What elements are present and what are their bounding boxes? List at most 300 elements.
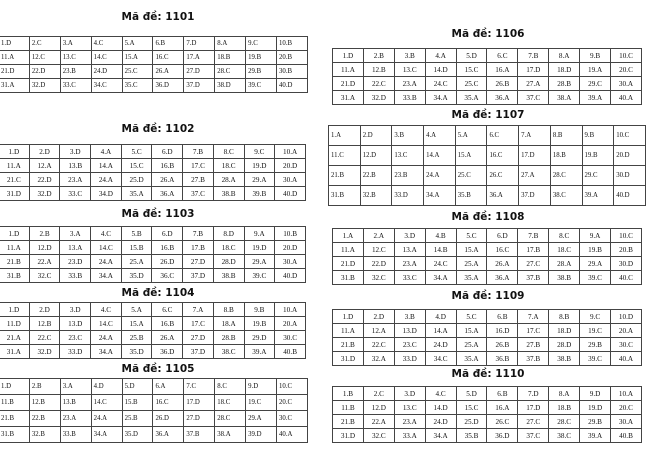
answer-cell: 8.A <box>549 49 580 63</box>
answer-cell: 26.A <box>153 65 184 79</box>
answer-cell: 28.D <box>549 338 580 352</box>
answer-cell: 13.A <box>60 241 91 255</box>
answer-cell: 1.D <box>0 303 29 317</box>
answer-cell: 4.C <box>91 303 122 317</box>
answer-cell: 32.C <box>363 271 394 285</box>
answer-cell: 30.D <box>614 166 646 186</box>
answer-cell: 12.B <box>29 317 60 331</box>
answer-row <box>333 338 642 352</box>
answer-cell: 8.C <box>549 229 580 243</box>
answer-cell: 32.D <box>29 79 60 93</box>
answer-cell: 40.D <box>275 187 306 201</box>
answer-cell: 10.C <box>611 49 642 63</box>
answer-cell: 20.B <box>277 51 308 65</box>
answer-cell: 15.A <box>456 243 487 257</box>
answer-cell: 15.B <box>122 395 153 411</box>
answer-cell: 38.A <box>215 427 246 443</box>
answer-cell: 14.C <box>91 241 122 255</box>
title-prefix: Mã đề: <box>121 208 162 220</box>
answer-cell: 16.B <box>152 317 183 331</box>
answer-row <box>0 345 306 359</box>
answer-cell: 39.D <box>246 427 277 443</box>
answer-cell: 33.D <box>60 345 91 359</box>
answer-cell: 4.D <box>425 310 456 324</box>
answer-cell: 23.A <box>394 415 425 429</box>
answer-cell: 14.A <box>91 159 122 173</box>
answer-cell: 17.A <box>184 51 215 65</box>
answer-cell: 28.B <box>549 77 580 91</box>
answer-cell: 20.B <box>611 243 642 257</box>
answer-cell: 27.D <box>184 65 215 79</box>
answer-table-1108 <box>332 228 642 285</box>
answer-cell: 33.B <box>394 91 425 105</box>
answer-cell: 14.A <box>425 324 456 338</box>
answer-cell: 31.A <box>0 79 29 93</box>
answer-cell: 31.D <box>333 352 364 366</box>
answer-cell: 7.C <box>184 379 215 395</box>
answer-cell: 1.D <box>0 227 29 241</box>
answer-cell: 6.C <box>487 126 519 146</box>
answer-cell: 32.C <box>29 269 60 283</box>
answer-cell: 12.B <box>29 395 60 411</box>
answer-cell: 19.D <box>580 401 611 415</box>
answer-cell: 13.C <box>60 51 91 65</box>
answer-cell: 37.B <box>184 427 215 443</box>
answer-row <box>0 427 308 443</box>
answer-cell: 35.D <box>121 269 152 283</box>
answer-cell: 32.D <box>363 91 394 105</box>
answer-cell: 37.C <box>183 187 214 201</box>
answer-cell: 27.D <box>184 411 215 427</box>
answer-cell: 15.C <box>456 63 487 77</box>
answer-cell: 34.A <box>91 269 122 283</box>
answer-cell: 40.D <box>275 269 306 283</box>
answer-cell: 7.D <box>518 387 549 401</box>
answer-row <box>0 37 308 51</box>
answer-cell: 2.D <box>363 310 394 324</box>
answer-cell: 5.A <box>122 37 153 51</box>
answer-cell: 38.B <box>549 271 580 285</box>
answer-cell: 36.A <box>487 271 518 285</box>
answer-cell: 8.B <box>213 303 244 317</box>
answer-row <box>333 91 642 105</box>
answer-cell: 6.B <box>487 310 518 324</box>
answer-cell: 29.A <box>580 257 611 271</box>
answer-cell: 38.B <box>213 269 244 283</box>
answer-cell: 37.B <box>518 271 549 285</box>
answer-cell: 36.A <box>153 427 184 443</box>
answer-cell: 9.B <box>580 49 611 63</box>
answer-cell: 24.C <box>425 77 456 91</box>
answer-cell: 21.B <box>329 166 361 186</box>
answer-cell: 35.A <box>456 91 487 105</box>
answer-cell: 7.B <box>183 227 214 241</box>
answer-cell: 14.B <box>425 243 456 257</box>
answer-cell: 18.C <box>213 241 244 255</box>
answer-cell: 18.A <box>213 317 244 331</box>
answer-cell: 35.C <box>122 79 153 93</box>
answer-cell: 34.C <box>425 352 456 366</box>
exam-code: 1107 <box>495 109 525 121</box>
answer-cell: 15.B <box>121 241 152 255</box>
answer-row <box>0 395 308 411</box>
answer-cell: 1.D <box>333 310 364 324</box>
answer-cell: 4.A <box>424 126 456 146</box>
answer-row <box>0 317 306 331</box>
answer-cell: 33.B <box>60 269 91 283</box>
answer-key-title-1103 <box>118 208 198 220</box>
answer-cell: 40.D <box>614 186 646 206</box>
answer-cell: 20.A <box>275 317 306 331</box>
answer-cell: 3.A <box>60 379 91 395</box>
answer-cell: 35.D <box>122 427 153 443</box>
answer-cell: 33.A <box>394 429 425 443</box>
answer-cell: 26.C <box>487 166 519 186</box>
answer-key-title-1109 <box>448 290 528 302</box>
answer-cell: 3.B <box>392 126 424 146</box>
answer-cell: 4.C <box>91 37 122 51</box>
answer-cell: 3.D <box>60 145 91 159</box>
answer-cell: 29.A <box>246 411 277 427</box>
title-prefix: Mã đề: <box>121 123 162 135</box>
answer-cell: 39.B <box>244 187 275 201</box>
answer-cell: 24.A <box>424 166 456 186</box>
answer-cell: 16.A <box>487 63 518 77</box>
answer-cell: 29.A <box>244 255 275 269</box>
answer-cell: 17.D <box>518 401 549 415</box>
answer-cell: 22.D <box>29 173 60 187</box>
answer-cell: 26.A <box>152 331 183 345</box>
answer-cell: 19.B <box>244 317 275 331</box>
answer-row <box>333 415 642 429</box>
answer-cell: 37.D <box>183 269 214 283</box>
answer-cell: 35.A <box>456 271 487 285</box>
answer-row <box>0 159 306 173</box>
answer-cell: 36.A <box>487 186 519 206</box>
title-prefix: Mã đề: <box>121 11 162 23</box>
answer-cell: 22.A <box>29 255 60 269</box>
answer-cell: 16.B <box>152 241 183 255</box>
answer-row <box>333 324 642 338</box>
answer-cell: 38.C <box>550 186 582 206</box>
answer-cell: 1.A <box>333 229 364 243</box>
answer-cell: 20.C <box>277 395 308 411</box>
answer-cell: 39.A <box>244 345 275 359</box>
answer-cell: 2.C <box>29 37 60 51</box>
answer-cell: 7.A <box>519 126 551 146</box>
answer-cell: 6.D <box>152 227 183 241</box>
answer-cell: 27.B <box>518 338 549 352</box>
answer-cell: 30.C <box>275 331 306 345</box>
exam-code: 1106 <box>495 28 525 40</box>
answer-cell: 34.D <box>91 187 122 201</box>
answer-cell: 17.C <box>183 317 214 331</box>
answer-cell: 24.A <box>91 331 122 345</box>
answer-cell: 22.C <box>363 338 394 352</box>
answer-cell: 19.B <box>246 51 277 65</box>
answer-cell: 24.A <box>91 411 122 427</box>
answer-cell: 6.C <box>487 49 518 63</box>
answer-cell: 5.A <box>455 126 487 146</box>
answer-cell: 3.D <box>60 303 91 317</box>
answer-cell: 31.B <box>0 269 29 283</box>
answer-cell: 30.A <box>275 255 306 269</box>
answer-row <box>0 65 308 79</box>
answer-cell: 32.B <box>360 186 392 206</box>
answer-cell: 26.B <box>487 77 518 91</box>
answer-row <box>333 49 642 63</box>
answer-cell: 37.D <box>183 345 214 359</box>
answer-cell: 39.A <box>582 186 614 206</box>
exam-code: 1103 <box>165 208 195 220</box>
answer-cell: 10.C <box>614 126 646 146</box>
answer-cell: 21.B <box>0 411 29 427</box>
answer-cell: 32.C <box>363 429 394 443</box>
answer-cell: 17.C <box>183 159 214 173</box>
answer-cell: 2.B <box>29 379 60 395</box>
answer-row <box>329 166 646 186</box>
answer-cell: 4.D <box>91 379 122 395</box>
answer-cell: 36.C <box>152 269 183 283</box>
answer-cell: 9.D <box>580 387 611 401</box>
answer-cell: 15.A <box>122 51 153 65</box>
answer-cell: 32.D <box>29 345 60 359</box>
answer-cell: 9.C <box>246 37 277 51</box>
answer-cell: 11.B <box>0 395 29 411</box>
title-prefix: Mã đề: <box>451 290 492 302</box>
answer-cell: 24.A <box>91 173 122 187</box>
answer-cell: 25.B <box>121 331 152 345</box>
answer-cell: 23.C <box>60 331 91 345</box>
answer-cell: 13.A <box>394 243 425 257</box>
answer-cell: 24.D <box>91 65 122 79</box>
answer-cell: 7.A <box>518 310 549 324</box>
answer-cell: 21.B <box>333 415 364 429</box>
answer-cell: 1.D <box>0 37 29 51</box>
answer-cell: 21.D <box>333 257 364 271</box>
answer-cell: 16.A <box>487 401 518 415</box>
answer-cell: 25.C <box>122 65 153 79</box>
answer-cell: 39.A <box>580 91 611 105</box>
answer-cell: 8.B <box>549 310 580 324</box>
answer-cell: 23.A <box>60 411 91 427</box>
answer-cell: 29.B <box>246 65 277 79</box>
answer-row <box>0 379 308 395</box>
answer-cell: 37.B <box>518 352 549 366</box>
answer-table-1103 <box>0 226 306 283</box>
answer-cell: 9.B <box>582 126 614 146</box>
answer-cell: 14.C <box>91 317 122 331</box>
answer-cell: 12.C <box>363 243 394 257</box>
answer-cell: 39.C <box>580 271 611 285</box>
answer-cell: 20.C <box>611 401 642 415</box>
answer-cell: 22.D <box>29 65 60 79</box>
answer-cell: 21.D <box>0 65 29 79</box>
answer-cell: 28.B <box>213 331 244 345</box>
answer-cell: 12.A <box>363 324 394 338</box>
answer-cell: 12.D <box>363 401 394 415</box>
answer-cell: 16.B <box>152 159 183 173</box>
answer-cell: 18.D <box>549 63 580 77</box>
answer-cell: 10.A <box>275 303 306 317</box>
answer-cell: 8.C <box>213 145 244 159</box>
answer-cell: 34.A <box>91 427 122 443</box>
answer-cell: 26.A <box>487 257 518 271</box>
answer-cell: 2.B <box>29 227 60 241</box>
answer-cell: 14.D <box>425 63 456 77</box>
answer-table-1109 <box>332 309 642 366</box>
answer-cell: 40.A <box>611 352 642 366</box>
answer-cell: 21.C <box>0 173 29 187</box>
exam-code: 1102 <box>165 123 195 135</box>
answer-cell: 2.D <box>29 145 60 159</box>
answer-cell: 27.A <box>519 166 551 186</box>
answer-cell: 11.A <box>333 324 364 338</box>
answer-cell: 20.D <box>275 241 306 255</box>
answer-cell: 29.C <box>582 166 614 186</box>
title-prefix: Mã đề: <box>121 363 162 375</box>
answer-cell: 5.C <box>456 310 487 324</box>
answer-cell: 33.C <box>60 187 91 201</box>
answer-cell: 38.C <box>549 429 580 443</box>
answer-cell: 10.A <box>611 387 642 401</box>
answer-cell: 34.A <box>425 271 456 285</box>
answer-cell: 9.A <box>580 229 611 243</box>
title-prefix: Mã đề: <box>451 368 492 380</box>
answer-row <box>0 255 306 269</box>
answer-cell: 9.B <box>244 303 275 317</box>
answer-cell: 32.D <box>29 187 60 201</box>
exam-code: 1110 <box>495 368 525 380</box>
answer-row <box>0 187 306 201</box>
answer-row <box>0 303 306 317</box>
answer-cell: 17.D <box>519 146 551 166</box>
answer-cell: 11.A <box>333 243 364 257</box>
answer-cell: 36.D <box>152 345 183 359</box>
answer-cell: 39.C <box>246 79 277 93</box>
answer-cell: 7.A <box>183 303 214 317</box>
answer-cell: 10.D <box>611 310 642 324</box>
answer-table-1110 <box>332 386 642 443</box>
answer-cell: 22.B <box>29 411 60 427</box>
answer-cell: 18.C <box>549 243 580 257</box>
answer-cell: 14.C <box>91 395 122 411</box>
answer-cell: 4.A <box>91 145 122 159</box>
answer-cell: 5.D <box>122 379 153 395</box>
answer-cell: 15.A <box>456 324 487 338</box>
answer-key-title-1108 <box>448 211 528 223</box>
answer-cell: 31.A <box>333 91 364 105</box>
answer-cell: 39.A <box>580 429 611 443</box>
answer-cell: 12.A <box>29 159 60 173</box>
answer-cell: 32.B <box>29 427 60 443</box>
answer-cell: 21.D <box>333 77 364 91</box>
answer-cell: 15.A <box>121 317 152 331</box>
answer-cell: 36.A <box>152 187 183 201</box>
answer-cell: 29.B <box>580 415 611 429</box>
answer-row <box>333 229 642 243</box>
answer-cell: 4.A <box>425 49 456 63</box>
answer-cell: 40.A <box>277 427 308 443</box>
answer-cell: 40.A <box>611 91 642 105</box>
answer-cell: 22.D <box>363 257 394 271</box>
answer-cell: 19.B <box>580 243 611 257</box>
answer-cell: 11.D <box>0 317 29 331</box>
answer-cell: 26.A <box>152 173 183 187</box>
title-prefix: Mã đề: <box>451 109 492 121</box>
answer-table-1106 <box>332 48 642 105</box>
answer-cell: 10.C <box>277 379 308 395</box>
answer-cell: 21.A <box>0 331 29 345</box>
answer-row <box>329 126 646 146</box>
answer-cell: 24.C <box>425 257 456 271</box>
answer-cell: 21.B <box>0 255 29 269</box>
answer-cell: 19.B <box>582 146 614 166</box>
answer-cell: 35.D <box>121 345 152 359</box>
answer-cell: 25.D <box>121 173 152 187</box>
answer-cell: 38.D <box>215 79 246 93</box>
answer-key-title-1106 <box>448 28 528 40</box>
answer-cell: 30.A <box>275 173 306 187</box>
answer-cell: 31.B <box>333 271 364 285</box>
answer-cell: 6.C <box>152 303 183 317</box>
answer-cell: 25.D <box>456 415 487 429</box>
answer-cell: 35.A <box>456 352 487 366</box>
answer-cell: 6.D <box>152 145 183 159</box>
answer-cell: 26.C <box>487 415 518 429</box>
answer-cell: 13.C <box>394 401 425 415</box>
answer-cell: 38.B <box>213 187 244 201</box>
answer-cell: 24.D <box>425 338 456 352</box>
answer-cell: 16.C <box>487 146 519 166</box>
answer-row <box>0 227 306 241</box>
answer-cell: 27.C <box>518 257 549 271</box>
answer-cell: 35.A <box>121 187 152 201</box>
answer-cell: 2.D <box>360 126 392 146</box>
answer-row <box>0 145 306 159</box>
answer-cell: 37.C <box>518 429 549 443</box>
answer-cell: 12.D <box>360 146 392 166</box>
answer-cell: 6.B <box>487 387 518 401</box>
answer-cell: 5.D <box>456 387 487 401</box>
answer-cell: 11.A <box>0 51 29 65</box>
answer-cell: 28.A <box>549 257 580 271</box>
answer-cell: 25.C <box>456 77 487 91</box>
answer-cell: 40.B <box>611 429 642 443</box>
answer-cell: 2.A <box>363 229 394 243</box>
answer-cell: 23.B <box>392 166 424 186</box>
answer-cell: 9.C <box>244 145 275 159</box>
answer-row <box>0 269 306 283</box>
answer-cell: 11.B <box>333 401 364 415</box>
answer-cell: 29.A <box>244 173 275 187</box>
answer-cell: 3.D <box>394 229 425 243</box>
answer-cell: 7.B <box>518 229 549 243</box>
answer-cell: 23.A <box>60 173 91 187</box>
answer-cell: 1.D <box>333 49 364 63</box>
answer-cell: 9.A <box>244 227 275 241</box>
exam-code: 1109 <box>495 290 525 302</box>
answer-cell: 17.D <box>518 63 549 77</box>
answer-cell: 35.B <box>455 186 487 206</box>
answer-cell: 35.B <box>456 429 487 443</box>
answer-cell: 36.A <box>487 91 518 105</box>
answer-cell: 13.D <box>60 317 91 331</box>
answer-row <box>0 51 308 65</box>
answer-cell: 22.B <box>360 166 392 186</box>
answer-cell: 1.A <box>329 126 361 146</box>
answer-row <box>333 243 642 257</box>
